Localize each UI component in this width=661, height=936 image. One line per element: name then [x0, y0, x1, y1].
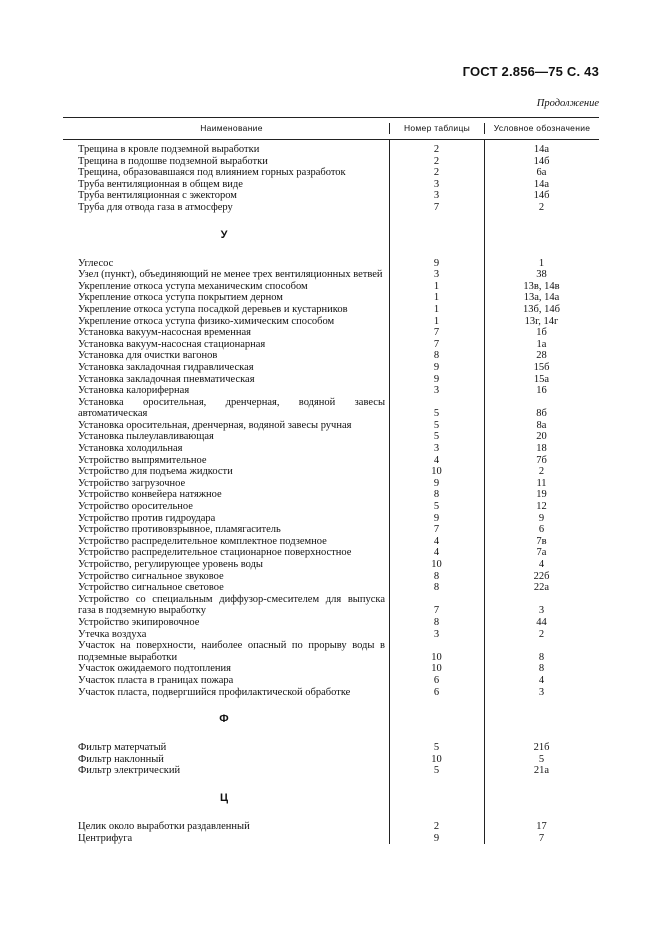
- table-row: [63, 179, 599, 191]
- row-name: Трещина в подошве подземной выработки: [78, 155, 268, 167]
- row-table-number: 5: [433, 501, 440, 513]
- row-table-number: 7: [433, 605, 440, 617]
- row-name: Трещина в кровле подземной выработки: [78, 144, 260, 155]
- row-name: Устройство выпрямительное: [78, 454, 207, 466]
- table-row: [63, 594, 599, 617]
- table-row: [63, 559, 599, 571]
- table-row: [63, 742, 599, 754]
- row-table-number: 10: [431, 466, 442, 478]
- row-name: Укрепление откоса уступа покрытием дерном: [78, 292, 283, 304]
- table-row: [63, 513, 599, 525]
- row-table-number: 10: [431, 559, 442, 570]
- continuation-label: Продолжение: [536, 98, 599, 109]
- row-table-number: 1: [433, 292, 440, 304]
- row-name: Труба вентиляционная в общем виде: [78, 178, 243, 190]
- row-symbol: 13а, 14а: [523, 292, 560, 304]
- row-symbol: 21а: [533, 765, 550, 777]
- row-symbol: 6а: [536, 167, 547, 179]
- table-row: [63, 489, 599, 501]
- row-name: Установка оросительная, дренчерная, водяной завесы ручная: [78, 419, 352, 431]
- row-symbol: 14а: [533, 178, 550, 190]
- table-row: [63, 629, 599, 641]
- row-name: Узел (пункт), объединяющий не менее трех вентиляционных ветвей: [78, 269, 383, 281]
- section-letter: [63, 698, 599, 742]
- row-table-number: 5: [433, 408, 440, 420]
- row-table-number: 5: [433, 765, 440, 777]
- row-symbol: 8а: [536, 419, 547, 431]
- row-symbol: 2: [538, 201, 545, 213]
- row-symbol: 1а: [536, 338, 547, 350]
- row-name: Укрепление откоса уступа механическим способом: [78, 280, 308, 292]
- row-table-number: 3: [433, 269, 440, 281]
- row-table-number: 9: [433, 512, 440, 524]
- row-symbol: 6: [538, 524, 545, 536]
- row-table-number: 7: [433, 201, 440, 213]
- table-row: [63, 675, 599, 687]
- row-table-number: 5: [433, 742, 440, 754]
- table-row: [63, 374, 599, 386]
- row-symbol: 15а: [533, 373, 550, 385]
- row-name: Устройство для подъема жидкости: [78, 466, 233, 478]
- row-name: Фильтр наклонный: [78, 753, 164, 765]
- row-table-number: 2: [433, 155, 440, 167]
- table-row: [63, 754, 599, 766]
- row-symbol: 1б: [536, 327, 547, 339]
- table-row: [63, 571, 599, 583]
- row-name: Участок пласта, подвергшийся профилактической обработке: [78, 686, 351, 698]
- row-name: Устройство, регулирующее уровень воды: [78, 559, 263, 570]
- table-row: [63, 397, 599, 420]
- row-symbol: 28: [536, 350, 547, 362]
- row-symbol: 18: [536, 443, 547, 455]
- row-table-number: 4: [433, 454, 440, 466]
- table-row: [63, 617, 599, 629]
- row-name: Участок на поверхности, наиболее опасный по прорыву воды в подземные выработки: [78, 640, 385, 663]
- section-letter-label: Ф: [219, 713, 229, 726]
- table-row: [63, 327, 599, 339]
- section-letter-label: Ц: [219, 792, 229, 805]
- row-table-number: 8: [433, 350, 440, 362]
- row-table-number: 7: [433, 338, 440, 350]
- table-row: [63, 466, 599, 478]
- row-symbol: 19: [536, 489, 547, 501]
- row-name: Устройство оросительное: [78, 501, 193, 513]
- row-name: Устройство конвейера натяжное: [78, 489, 222, 501]
- row-name: Устройство экипировочное: [78, 616, 200, 628]
- row-symbol: 21б: [533, 742, 550, 754]
- table-row: [63, 821, 599, 833]
- row-symbol: 7а: [536, 547, 547, 559]
- row-symbol: 13б, 14б: [523, 303, 560, 315]
- row-name: Устройство противовзрывное, пламягаситель: [78, 524, 281, 536]
- row-symbol: 44: [536, 616, 547, 628]
- row-table-number: 5: [433, 419, 440, 431]
- row-name: Установка для очистки вагонов: [78, 350, 218, 362]
- row-symbol: 38: [536, 269, 547, 281]
- row-table-number: 4: [433, 547, 440, 559]
- row-table-number: 1: [433, 303, 440, 315]
- row-symbol: 17: [536, 820, 547, 832]
- table-row: [63, 316, 599, 328]
- table-row: [63, 167, 599, 179]
- page-header: ГОСТ 2.856—75 С. 43: [462, 64, 599, 79]
- row-symbol: 15б: [533, 361, 550, 373]
- row-symbol: 11: [536, 477, 547, 489]
- row-name: Труба для отвода газа в атмосферу: [78, 201, 233, 213]
- row-symbol: 22б: [533, 570, 550, 582]
- row-name: Фильтр электрический: [78, 765, 181, 777]
- row-symbol: 9: [538, 512, 545, 524]
- row-table-number: 3: [433, 628, 440, 640]
- row-table-number: 9: [433, 477, 440, 489]
- row-name: Устройство сигнальное световое: [78, 582, 224, 594]
- row-symbol: 12: [536, 501, 547, 513]
- row-table-number: 3: [433, 190, 440, 202]
- row-table-number: 2: [433, 820, 440, 832]
- table-row: [63, 478, 599, 490]
- row-symbol: 3: [538, 686, 545, 698]
- row-name: Утечка воздуха: [78, 628, 147, 640]
- row-symbol: 2: [538, 628, 545, 640]
- row-symbol: 1: [538, 257, 545, 269]
- row-name: Центрифуга: [78, 832, 133, 844]
- row-symbol: 7: [538, 832, 545, 844]
- table-row: [63, 156, 599, 168]
- row-name: Установка закладочная пневматическая: [78, 373, 255, 385]
- row-table-number: 1: [433, 280, 440, 292]
- index-table: [63, 117, 599, 844]
- table-row: [63, 420, 599, 432]
- row-name: Целик около выработки раздавленный: [78, 820, 250, 832]
- row-name: Участок ожидаемого подтопления: [78, 663, 231, 675]
- row-table-number: 10: [431, 651, 442, 663]
- row-table-number: 8: [433, 489, 440, 501]
- row-symbol: 14б: [533, 155, 550, 167]
- row-symbol: 2: [538, 466, 545, 478]
- table-row: [63, 258, 599, 270]
- row-name: Установка пылеулавливающая: [78, 431, 214, 443]
- table-row: [63, 640, 599, 663]
- section-letter: [63, 777, 599, 821]
- row-name: Установка калориферная: [78, 385, 190, 397]
- table-row: [63, 524, 599, 536]
- row-name: Устройство распределительное комплектное подземное: [78, 535, 327, 547]
- table-row: [63, 281, 599, 293]
- row-symbol: 4: [538, 559, 545, 570]
- row-table-number: 7: [433, 327, 440, 339]
- table-row: [63, 202, 599, 214]
- row-name: Устройство загрузочное: [78, 477, 186, 489]
- row-name: Установка закладочная гидравлическая: [78, 361, 254, 373]
- row-name: Участок пласта в границах пожара: [78, 674, 234, 686]
- row-table-number: 8: [433, 582, 440, 594]
- row-table-number: 9: [433, 832, 440, 844]
- row-table-number: 3: [433, 178, 440, 190]
- row-table-number: 6: [433, 674, 440, 686]
- table-body: [63, 140, 599, 844]
- row-symbol: 20: [536, 431, 547, 443]
- table-row: [63, 663, 599, 675]
- row-symbol: 14а: [533, 144, 550, 155]
- row-table-number: 1: [433, 315, 440, 327]
- row-symbol: 16: [536, 385, 547, 397]
- section-letter-label: У: [220, 228, 228, 241]
- row-name: Устройство распределительное стационарное поверхностное: [78, 547, 352, 559]
- table-header: [63, 117, 599, 140]
- row-symbol: 8: [538, 651, 545, 663]
- row-symbol: 13г, 14г: [524, 315, 559, 327]
- row-name: Устройство сигнальное звуковое: [78, 570, 224, 582]
- row-table-number: 10: [431, 663, 442, 675]
- row-name: Трещина, образовавшаяся под влиянием горных разработок: [78, 167, 346, 179]
- table-row: [63, 350, 599, 362]
- row-name: Установка вакуум-насосная временная: [78, 327, 251, 339]
- row-table-number: 8: [433, 570, 440, 582]
- row-table-number: 2: [433, 144, 440, 155]
- row-table-number: 9: [433, 257, 440, 269]
- row-table-number: 10: [431, 753, 442, 765]
- table-row: [63, 304, 599, 316]
- row-symbol: 3: [538, 605, 545, 617]
- row-table-number: 5: [433, 431, 440, 443]
- row-name: Труба вентиляционная с эжектором: [78, 190, 237, 202]
- table-row: [63, 547, 599, 559]
- table-row: [63, 765, 599, 777]
- column-header-table-number: Номер таблицы: [389, 123, 484, 135]
- row-symbol: 22а: [533, 582, 550, 594]
- section-letter: [63, 214, 599, 258]
- row-name: Укрепление откоса уступа посадкой деревьев и кустарников: [78, 303, 348, 315]
- row-table-number: 9: [433, 373, 440, 385]
- table-row: [63, 292, 599, 304]
- row-symbol: 8б: [536, 408, 547, 420]
- column-header-symbol: Условное обозначение: [484, 123, 599, 135]
- table-row: [63, 536, 599, 548]
- row-symbol: 7в: [536, 535, 547, 547]
- row-symbol: 14б: [533, 190, 550, 202]
- row-name: Укрепление откоса уступа физико-химическим способом: [78, 315, 335, 327]
- row-name: Углесос: [78, 257, 114, 269]
- row-name: Установка вакуум-насосная стационарная: [78, 338, 266, 350]
- table-row: [63, 190, 599, 202]
- row-name: Устройство против гидроудара: [78, 512, 216, 524]
- row-name: Установка оросительная, дренчерная, водяной завесы автоматическая: [78, 396, 385, 420]
- table-row: [63, 339, 599, 351]
- row-name: Устройство со специальным диффузор-смесителем для выпуска газа в подземную выработку: [78, 593, 385, 617]
- row-table-number: 3: [433, 443, 440, 455]
- table-row: [63, 833, 599, 845]
- table-row: [63, 687, 599, 699]
- row-name: Фильтр матерчатый: [78, 742, 167, 754]
- table-row: [63, 455, 599, 467]
- table-row: [63, 431, 599, 443]
- column-header-name: Наименование: [200, 122, 263, 133]
- table-row: [63, 501, 599, 513]
- table-row: [63, 385, 599, 397]
- row-table-number: 9: [433, 361, 440, 373]
- table-row: [63, 269, 599, 281]
- row-table-number: 4: [433, 535, 440, 547]
- table-row: [63, 582, 599, 594]
- table-row: [63, 443, 599, 455]
- row-table-number: 3: [433, 385, 440, 397]
- row-symbol: 8: [538, 663, 545, 675]
- row-symbol: 13в, 14в: [523, 280, 560, 292]
- row-symbol: 5: [538, 753, 545, 765]
- row-name: Установка холодильная: [78, 443, 183, 455]
- row-table-number: 7: [433, 524, 440, 536]
- row-symbol: 4: [538, 674, 545, 686]
- row-table-number: 2: [433, 167, 440, 179]
- table-row: [63, 144, 599, 156]
- row-table-number: 8: [433, 616, 440, 628]
- row-table-number: 6: [433, 686, 440, 698]
- row-symbol: 7б: [536, 454, 547, 466]
- table-row: [63, 362, 599, 374]
